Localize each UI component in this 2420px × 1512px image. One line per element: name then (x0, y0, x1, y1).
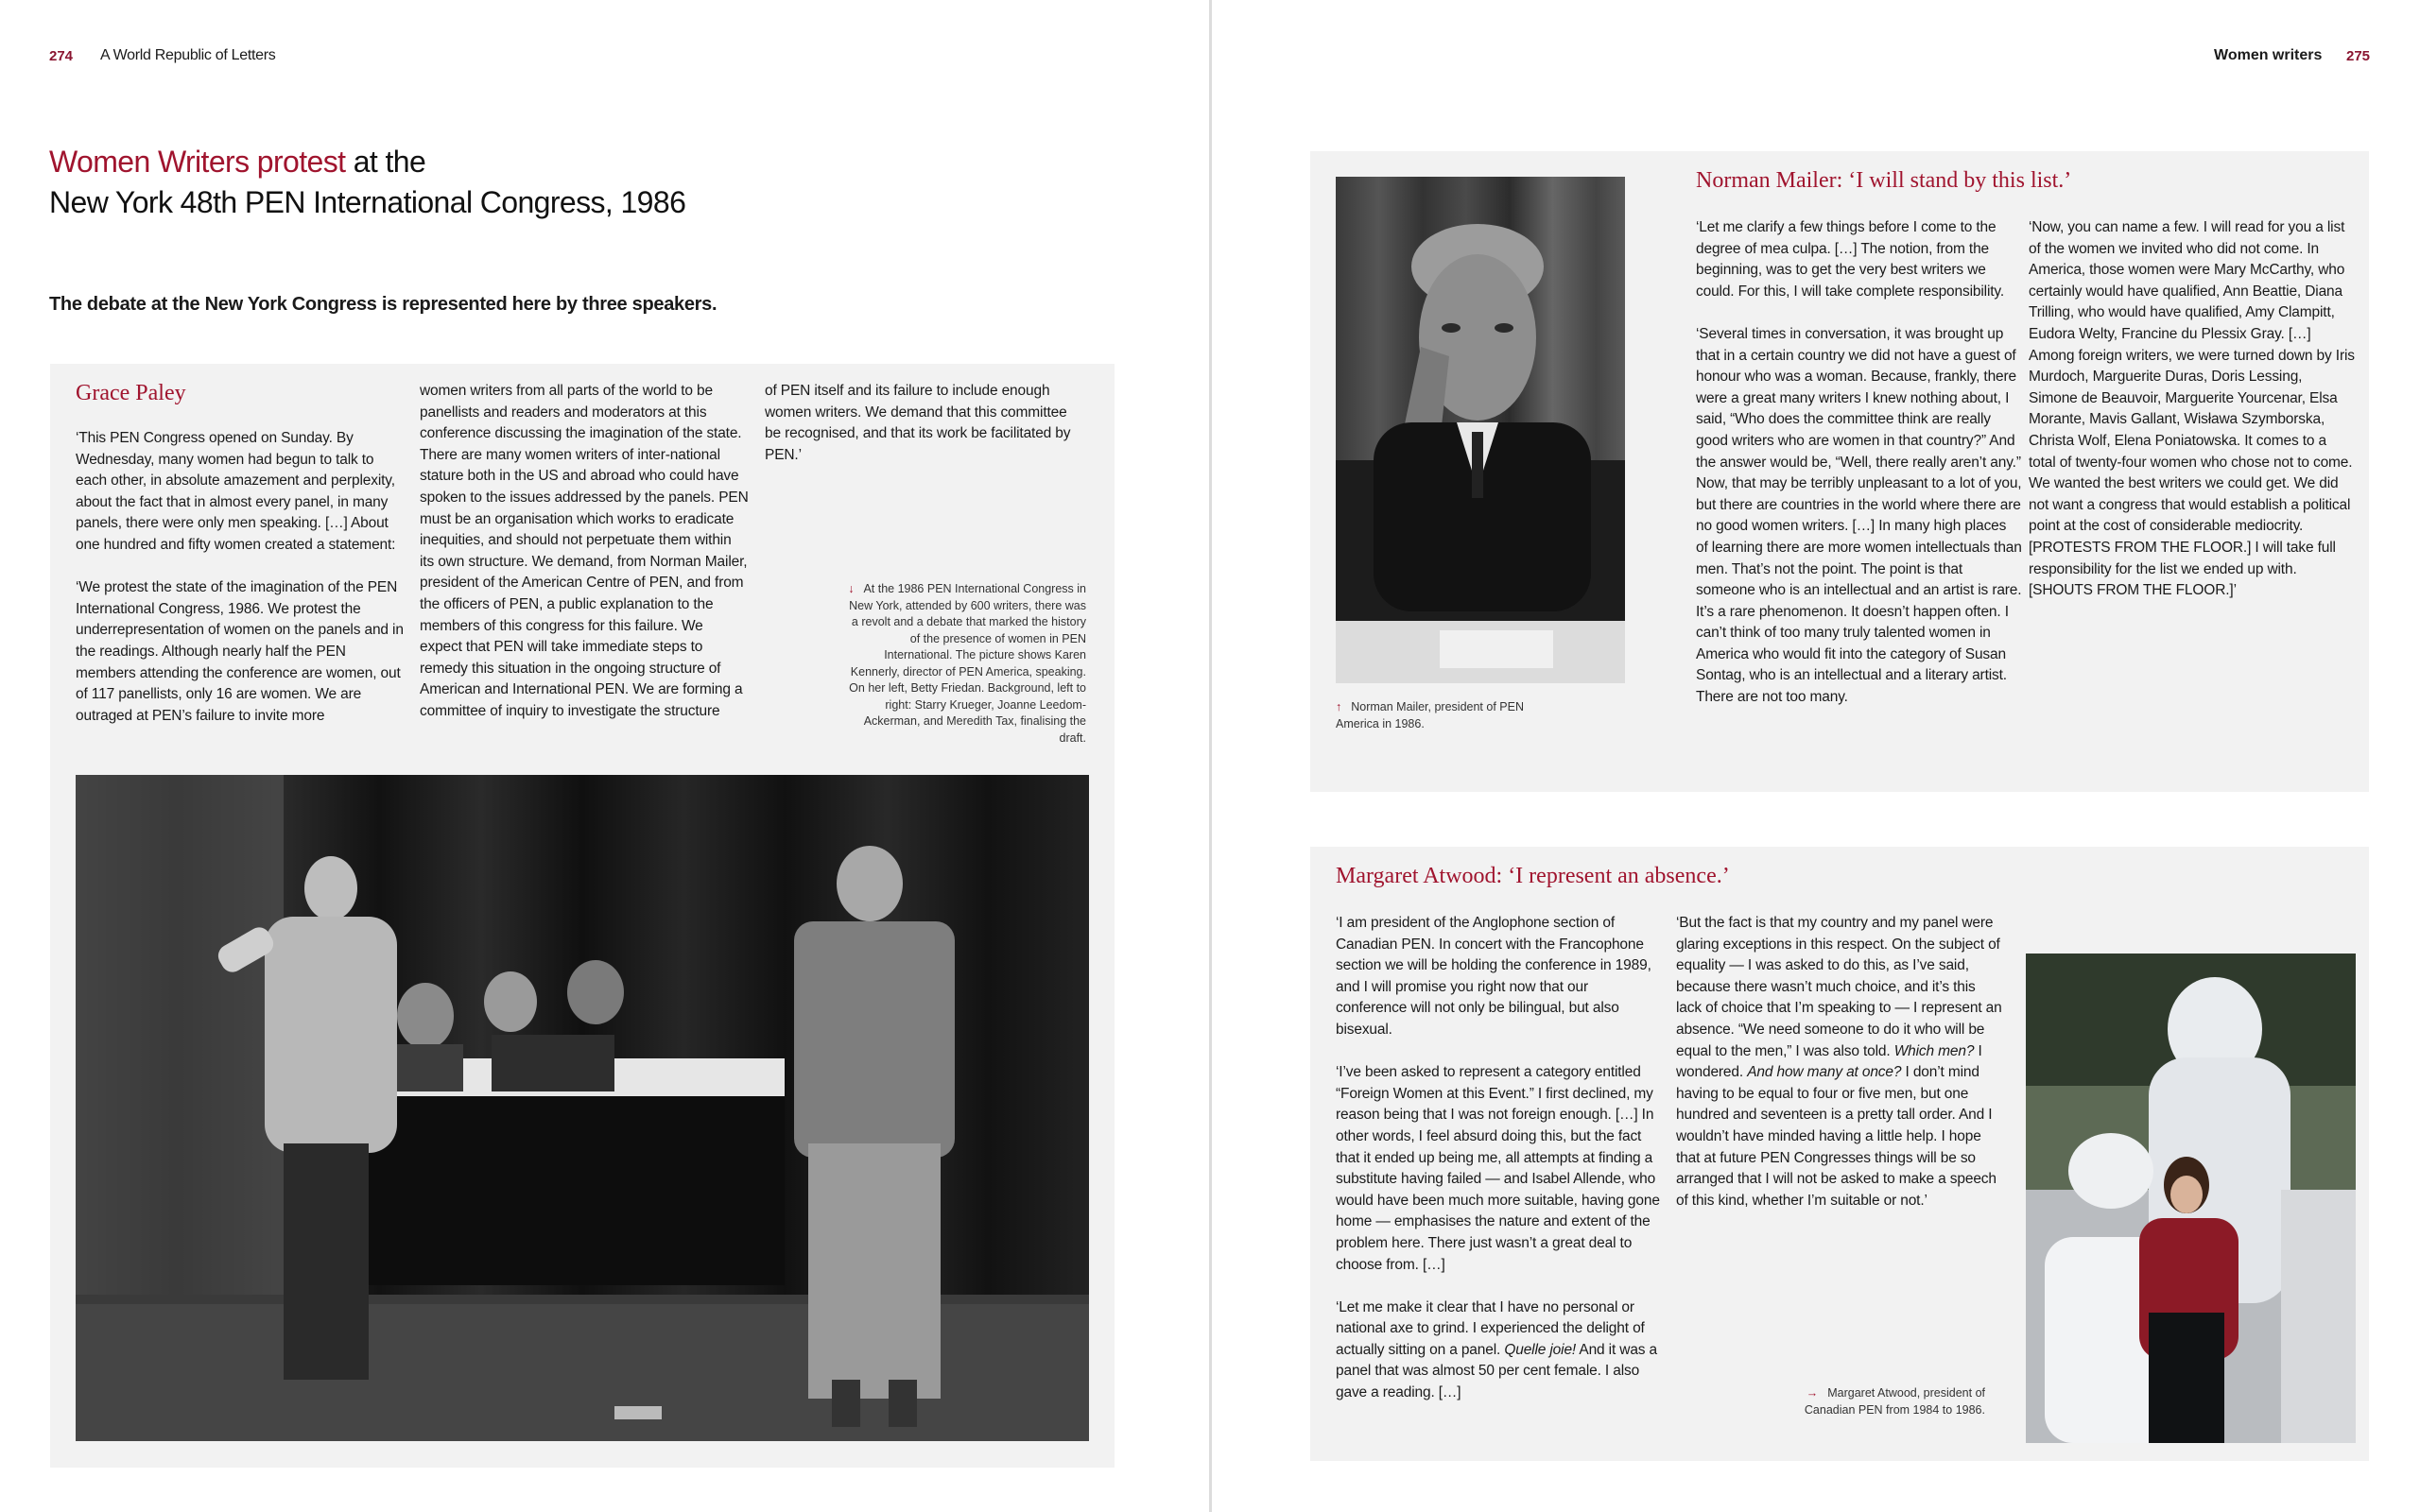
grace-paley-col2 (420, 381, 749, 744)
book-spine (1209, 0, 1212, 1512)
grace-paley-panel (50, 364, 1115, 1468)
congress-photo (76, 775, 1089, 1441)
paragraph: ‘Let me clarify a few things before I come to the degree of mea culpa. […] The notion, from the beginning, was to get the very best writers we could. For this, I will take complete responsibility. (1696, 219, 2005, 300)
photo-caption (1336, 699, 1544, 732)
paragraph: ‘I am president of the Anglophone section of Canadian PEN. In concert with the Francophone section we will be holding the conference in 1989, and I will promise you right now that our conference will not only be bilingual, but also bisexual. (1336, 915, 1651, 1038)
text-run: I wondered. (1676, 1042, 1982, 1081)
arrow-down-icon: ↓ (848, 582, 855, 595)
paragraph: ‘I’ve been asked to represent a category entitled “Foreign Women at this Event.” I first declined, my reason being that I was not foreign enough. […] In other words, I feel absurd doing this, but the fact that it ended up being me, all attempts at finding a substitute having failed — and Isabel Allende, who would have been much more suitable, having gone home — emphasises the nature and extent of the problem here. There just wasn’t a great deal to choose from. […] (1336, 1064, 1660, 1273)
caption-text: Norman Mailer, president of PEN America in 1986. (1336, 700, 1524, 730)
photo-caption (1770, 1385, 1985, 1418)
paragraph: ‘Several times in conversation, it was brought up that in a certain country we did not have a guest of honour who was a woman. Because, frankly, there were a great many writers I knew nothing about, I said, “Who does the committee think are really good writers who are women in that country?” And the answer would be, “Well, there really aren’t any.” Now, that may be terribly unpleasant to a lot of you, but there are countries in the world where there are no good women writers. […] In many high places of learning there are more women intellectuals than men. That’s not the point. The point is that someone who is an intellectual and an artist is rare. It’s a rare phenomenon. It doesn’t happen often. I can’t think of too many truly talented women in America who would fit into the category of Susan Sontag, who is an intellectual and a literary artist. There are not too many. (1696, 325, 2022, 706)
running-head-left: A World Republic of Letters (100, 47, 276, 63)
norman-mailer-photo (1336, 177, 1625, 683)
running-head-right: Women writers (2214, 47, 2323, 63)
text-run: I don’t mind having to be equal to four or five men, but one hundred and seventeen is a pretty tall order. And I wouldn’t have minded having a little help. I hope that at future PEN Congresses things will be so arranged that I will not be asked to make a speech of this kind, whether I’m suitable or not.’ (1676, 1064, 1996, 1209)
paragraph: of PEN itself and its failure to include enough women writers. We demand that this committee be recognised, and that its work be facilitated by PEN.’ (765, 383, 1071, 463)
paragraph: women writers from all parts of the world to be panellists and readers and moderators at this conference discussing the imagination of the state. There are many women writers of inter-national stature both in the US and abroad who could have spoken to the issues addressed by the panels. PEN must be an organisation which works to eradicate inequities, and should not perpetuate them within its own structure. We demand, from Norman Mailer, president of the American Centre of PEN, and from the officers of PEN, a public explanation to the members of this congress for this failure. We expect that PEN will take immediate steps to remedy this situation in the ongoing structure of American and International PEN. We are forming a committee of inquiry to investigate the structure (420, 383, 749, 719)
paragraph: ‘Now, you can name a few. I will read for you a list of the women we invited who did not come. In America, those women were Mary McCarthy, who certainly would have qualified, Ann Beattie, Diana Trilling, who would have qualified, Amy Clampitt, Eudora Welty, Francine du Plessix Gray. […] Among foreign writers, we were turned down by Iris Murdoch, Marguerite Duras, Doris Lessing, Simone de Beauvoir, Marguerite Yourcenar, Elsa Morante, Mavis Gallant, Wisława Szymborska, Christa Wolf, Elena Poniatowska. It comes to a total of twenty-four women who chose not to come. We wanted the best writers we could get. We did not want a congress that would establish a political point at the cost of considerable mediocrity. [PROTESTS FROM THE FLOOR.] I will take full responsibility for the list we ended up with. [SHOUTS FROM THE FLOOR.]’ (2029, 219, 2355, 599)
speaker-name: Grace Paley (76, 381, 186, 405)
margaret-atwood-photo (2026, 954, 2356, 1443)
page-title (49, 142, 685, 223)
italic-run: Which men? (1893, 1042, 1975, 1059)
photo-caption (844, 581, 1086, 747)
norman-mailer-col2 (2029, 217, 2355, 623)
text-run: And it was a panel that was almost 50 per cent female. I also gave a reading. […] (1336, 1341, 1658, 1401)
paragraph: ‘We protest the state of the imagination of the PEN International Congress, 1986. We protest the underrepresentation of women on the panels and in the readings. Although nearly half the PEN members attending the conference are women, out of 117 panellists, only 16 are women. We are outraged at PEN’s failure to invite more (76, 579, 404, 724)
page-number-left: 274 (49, 48, 74, 64)
title-line2: New York 48th PEN International Congress, 1986 (49, 185, 686, 219)
paragraph (1676, 913, 2002, 1211)
grace-paley-col3 (765, 381, 1086, 488)
italic-run: Quelle joie! (1504, 1341, 1577, 1358)
title-highlight: Women Writers protest (49, 145, 346, 179)
text-run: ‘Let me make it clear that I have no personal or national axe to grind. I experienced the delight of actually sitting on a panel. (1336, 1298, 1645, 1358)
intro-text: The debate at the New York Congress is represented here by three speakers. (49, 294, 717, 315)
margaret-atwood-panel (1310, 847, 2369, 1461)
arrow-up-icon: ↑ (1336, 700, 1342, 713)
speaker-name: Margaret Atwood: ‘I represent an absence.’ (1336, 864, 1730, 888)
paragraph (1336, 1297, 1662, 1404)
caption-text: At the 1986 PEN International Congress in New York, attended by 600 writers, there was a revolt and a debate that marked the history of the presence of women in PEN International. The picture shows Karen Kennerly, director of PEN America, speaking. On her left, Betty Friedan. Background, left to right: Starry Krueger, Joanne Leedom-Ackerman, and Meredith Tax, finalising the draft. (849, 582, 1086, 745)
norman-mailer-col1 (1696, 217, 2022, 730)
margaret-atwood-col1 (1336, 913, 1662, 1425)
caption-text: Margaret Atwood, president of Canadian PEN from 1984 to 1986. (1804, 1386, 1985, 1417)
page-number-right: 275 (2346, 48, 2371, 64)
paragraph: ‘This PEN Congress opened on Sunday. By Wednesday, many women had begun to talk to each other, in absolute amazement and perplexity, about the fact that in almost every panel, in many panels, there were only men speaking. […] About one hundred and fifty women created a statement: (76, 430, 396, 553)
norman-mailer-panel (1310, 151, 2369, 792)
grace-paley-col1 (76, 428, 405, 748)
italic-run: And how many at once? (1747, 1064, 1902, 1081)
title-rest: at the (345, 145, 426, 179)
text-run: ‘But the fact is that my country and my panel were glaring exceptions in this respect. On the subject of equality — I was asked to do this, as I’ve said, because there wasn’t much choice, and it’s this lack of choice that I’m speaking to — I represent an absence. “We need someone to do it who will be equal to the men,” I was also told. (1676, 915, 2002, 1059)
speaker-name: Norman Mailer: ‘I will stand by this list.’ (1696, 168, 2072, 193)
margaret-atwood-col2 (1676, 913, 2002, 1233)
arrow-right-icon: → (1806, 1386, 1819, 1400)
